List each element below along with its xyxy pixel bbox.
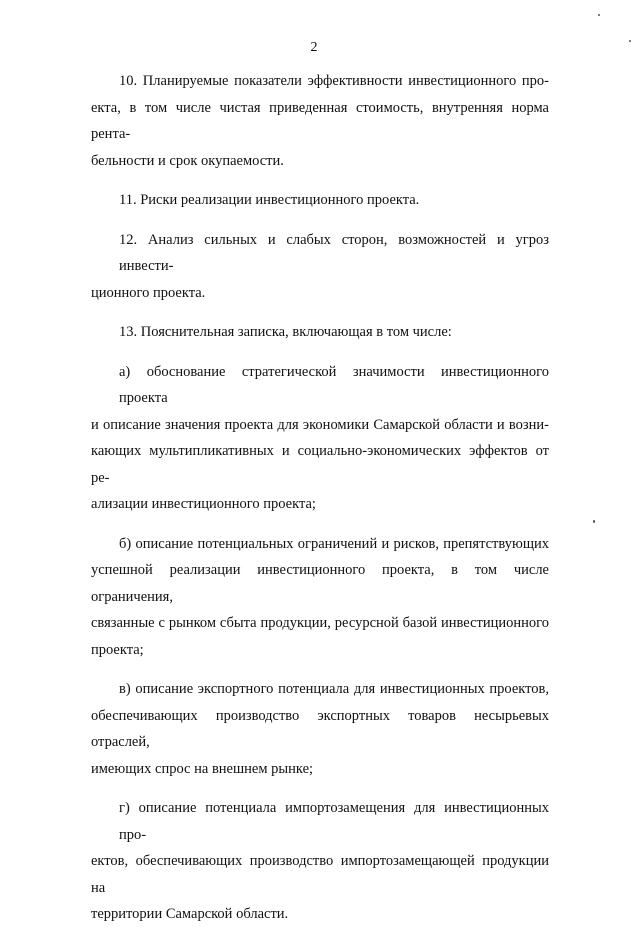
paragraph-11 bbox=[91, 187, 549, 214]
paragraph-13g bbox=[91, 795, 549, 928]
text-line: ализации инвестиционного проекта; bbox=[91, 496, 316, 512]
paragraph-10 bbox=[91, 68, 549, 174]
text-line: ционного проекта. bbox=[91, 284, 206, 301]
document-body bbox=[91, 68, 549, 941]
paragraph-13b bbox=[91, 531, 549, 664]
text-line: екта, в том числе чистая приведенная стоимость, внутренняя норма рента- bbox=[91, 99, 549, 142]
scan-speck bbox=[629, 40, 631, 42]
text-line: 11. Риски реализации инвестиционного проекта. bbox=[119, 192, 420, 208]
text-line: территории Самарской области. bbox=[91, 906, 289, 922]
text-line: и описание значения проекта для экономики Самарской области и возни- bbox=[91, 416, 549, 433]
text-line: имеющих спрос на внешнем рынке; bbox=[91, 760, 314, 777]
text-line: связанные с рынком сбыта продукции, ресурсной базой инвестиционного bbox=[91, 615, 549, 631]
text-line: 13. Пояснительная записка, включающая в том числе: bbox=[119, 324, 452, 340]
text-line: в) описание экспортного потенциала для инвестиционных проектов, bbox=[119, 681, 549, 697]
text-line: а) обоснование стратегической значимости инвестиционного проекта bbox=[119, 363, 549, 406]
paragraph-13a bbox=[91, 359, 549, 518]
text-line: обеспечивающих производство экспортных товаров несырьевых отраслей, bbox=[91, 707, 549, 750]
text-line: успешной реализации инвестиционного проекта, в том числе ограничения, bbox=[91, 562, 549, 605]
text-line: 12. Анализ сильных и слабых сторон, возможностей и угроз инвести- bbox=[119, 231, 549, 274]
text-line: г) описание потенциала импортозамещения для инвестиционных про- bbox=[119, 800, 549, 843]
scan-speck bbox=[593, 520, 595, 523]
text-line: бельности и срок окупаемости. bbox=[91, 152, 284, 169]
text-line: ектов, обеспечивающих производство импортозамещающей продукции на bbox=[91, 853, 549, 896]
scan-speck bbox=[598, 14, 600, 16]
page-number: 2 bbox=[310, 40, 318, 55]
text-line: 10. Планируемые показатели эффективности инвестиционного про- bbox=[119, 73, 549, 89]
text-line: проекта; bbox=[91, 641, 144, 658]
paragraph-13v bbox=[91, 676, 549, 782]
paragraph-12 bbox=[91, 227, 549, 307]
paragraph-13 bbox=[91, 319, 549, 346]
text-line: б) описание потенциальных ограничений и рисков, препятствующих bbox=[119, 535, 549, 552]
text-line: кающих мультипликативных и социально-экономических эффектов от ре- bbox=[91, 443, 549, 486]
